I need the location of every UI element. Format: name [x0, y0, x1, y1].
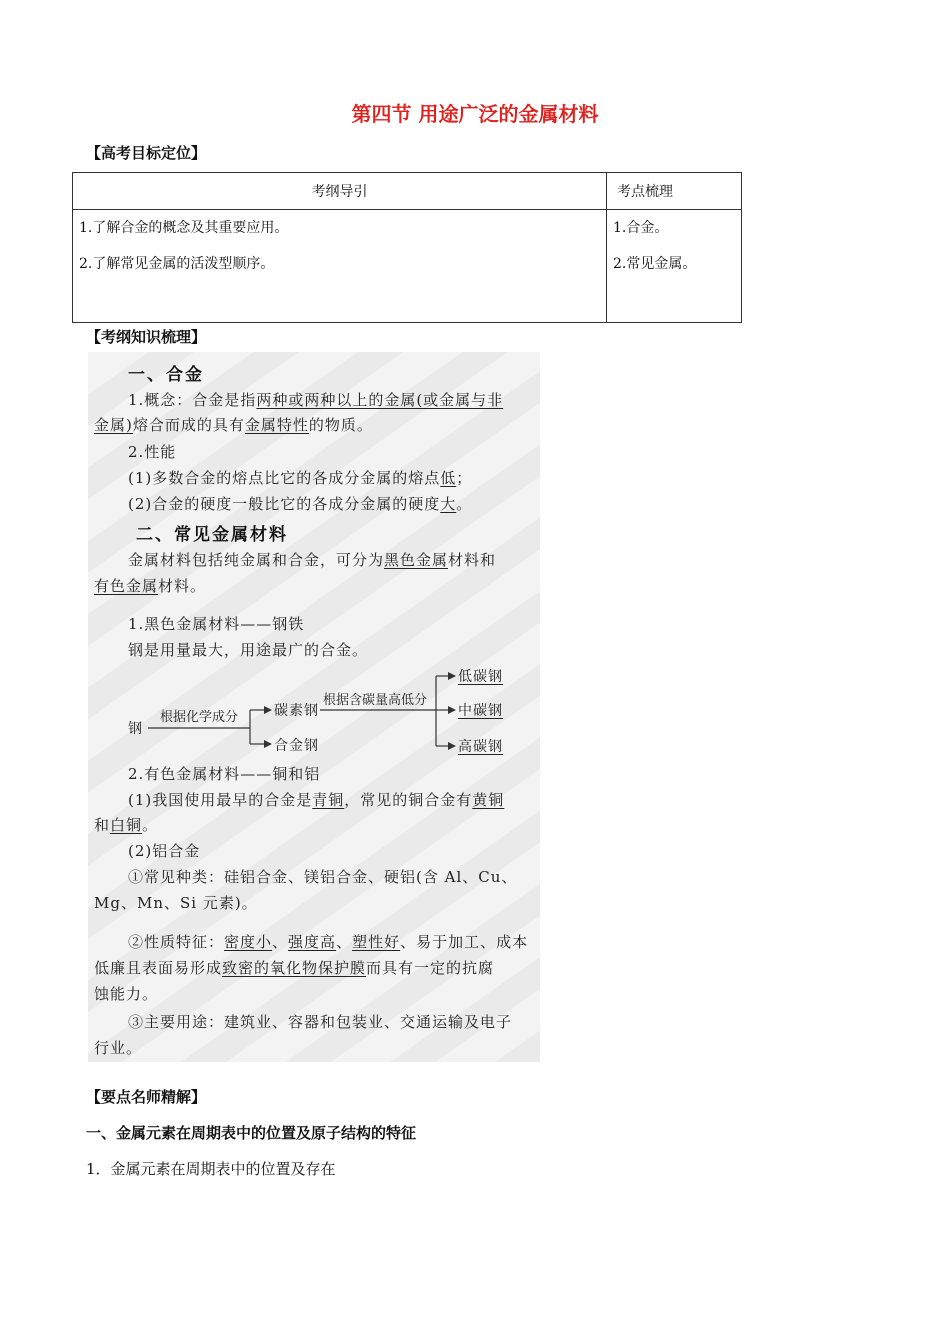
color-metal-heading: 2.有色金属材料——铜和铝 [128, 765, 321, 783]
aluminum-types-line-2: Mg、Mn、Si 元素)。 [94, 894, 258, 912]
aluminum-uses-line-2: 行业。 [94, 1039, 143, 1057]
goal-table-header-guide: 考纲导引 [73, 173, 607, 210]
arrow-head [264, 740, 272, 748]
goal-item: 2.了解常见金属的活泼型顺序。 [79, 256, 275, 272]
goal-item: 1.了解合金的概念及其重要应用。 [79, 220, 289, 236]
diagram-steel: 钢 [128, 721, 143, 737]
diagram-low-carbon: 低碳钢 [458, 669, 503, 685]
arrow-head [448, 706, 456, 714]
diagram-alloy-steel: 合金钢 [274, 738, 319, 754]
point-item: 2.常见金属。 [613, 256, 697, 272]
arrow-head [448, 672, 456, 680]
aluminum-props-line-2: 低廉且表面易形成致密的氧化物保护膜而具有一定的抗腐 [94, 959, 495, 977]
goal-table [72, 172, 742, 323]
performance-heading: 2.性能 [128, 443, 177, 461]
item-metal-position: 1．金属元素在周期表中的位置及存在 [86, 1160, 336, 1178]
heading-common-metals: 二、常见金属材料 [136, 525, 288, 545]
diagram-high-carbon: 高碳钢 [458, 739, 503, 755]
concept-line-2: 金属)熔合而成的具有金属特性的物质。 [94, 416, 373, 434]
aluminum-props-line-1: ②性质特征：密度小、强度高、塑性好、易于加工、成本 [128, 933, 529, 951]
common-line-1: 金属材料包括纯金属和合金，可分为黑色金属材料和 [128, 551, 497, 569]
section-knowledge-label: 【考纲知识梳理】 [86, 328, 207, 346]
arrow-head [264, 706, 272, 714]
goal-table-left-cell [73, 210, 607, 323]
common-line-2: 有色金属材料。 [94, 577, 207, 595]
diagram-by-chemistry: 根据化学成分 [160, 710, 239, 725]
aluminum-heading: (2)铝合金 [128, 842, 201, 860]
diagram-carbon-steel: 碳素钢 [274, 703, 319, 719]
concept-line-1: 1.概念：合金是指两种或两种以上的金属(或金属与非 [128, 391, 504, 409]
section-gaokao-label: 【高考目标定位】 [86, 144, 207, 162]
page-title: 第四节 用途广泛的金属材料 [351, 102, 599, 126]
steel-line: 钢是用量最大，用途最广的合金。 [128, 641, 369, 659]
copper-line-2: 和白铜。 [94, 816, 159, 834]
diagram-mid-carbon: 中碳钢 [458, 703, 503, 719]
copper-line-1: (1)我国使用最早的合金是青铜，常见的铜合金有黄铜 [128, 791, 505, 809]
performance-line-1: (1)多数合金的熔点比它的各成分金属的熔点低； [128, 469, 473, 487]
performance-line-2: (2)合金的硬度一般比它的各成分金属的硬度大。 [128, 495, 473, 513]
aluminum-uses-line-1: ③主要用途：建筑业、容器和包装业、交通运输及电子 [128, 1013, 513, 1031]
section-teacher-label: 【要点名师精解】 [86, 1088, 207, 1106]
black-metal-heading: 1.黑色金属材料——钢铁 [128, 615, 305, 633]
aluminum-props-line-3: 蚀能力。 [94, 985, 159, 1003]
goal-table-right-cell [607, 210, 742, 323]
point-item: 1.合金。 [613, 220, 669, 236]
aluminum-types-line-1: ①常见种类：硅铝合金、镁铝合金、硬铝(含 Al、Cu、 [128, 868, 518, 886]
heading-metal-position: 一、金属元素在周期表中的位置及原子结构的特征 [86, 1124, 417, 1142]
arrow-head [448, 742, 456, 750]
diagram-by-carbon: 根据含碳量高低分 [323, 693, 428, 708]
goal-table-header-points: 考点梳理 [607, 173, 742, 210]
heading-alloy: 一、合金 [128, 365, 204, 385]
